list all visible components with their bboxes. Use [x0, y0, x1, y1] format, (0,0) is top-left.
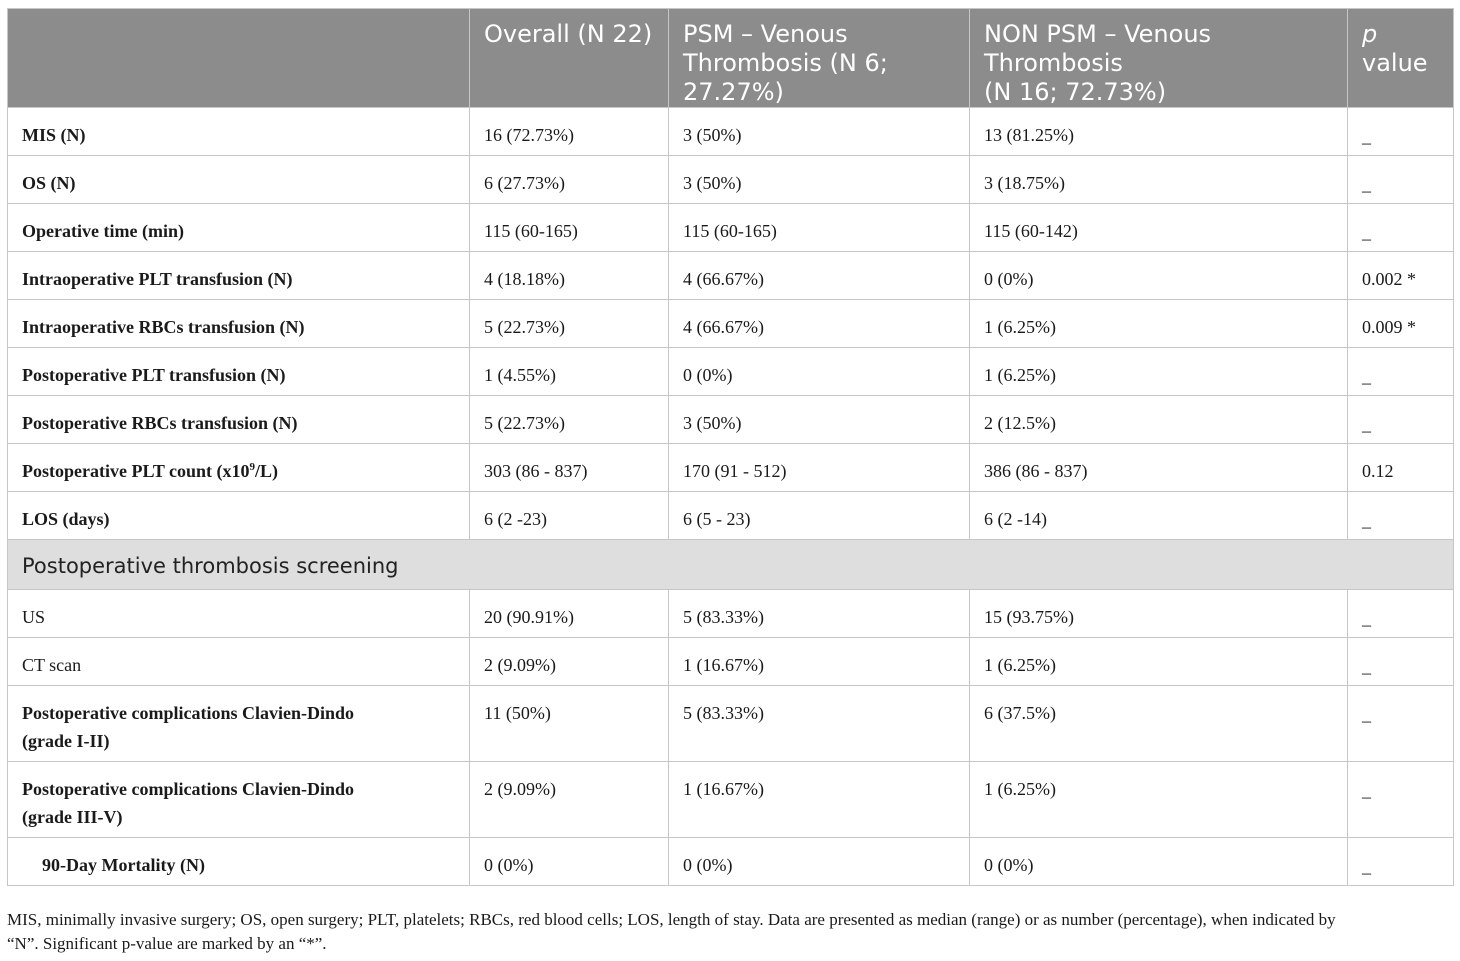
cell-p: 0.12	[1348, 444, 1454, 492]
table-footnote	[7, 908, 1457, 956]
cell-p: _	[1348, 156, 1454, 204]
row-label: Postoperative PLT transfusion (N)	[8, 348, 470, 396]
row-label: CT scan	[8, 638, 470, 686]
header-nonpsm	[970, 9, 1348, 108]
header-nonpsm-line3: (N 16; 72.73%)	[984, 78, 1167, 106]
table-row	[8, 348, 1454, 396]
row-label-sup: 9	[249, 461, 255, 473]
row-label: US	[8, 590, 470, 638]
cell-psm: 3 (50%)	[669, 396, 970, 444]
header-psm	[669, 9, 970, 108]
table-row	[8, 444, 1454, 492]
cell-nonpsm: 1 (6.25%)	[970, 638, 1348, 686]
cell-overall: 6 (27.73%)	[470, 156, 669, 204]
cell-p: _	[1348, 108, 1454, 156]
header-row	[8, 9, 1454, 108]
cell-psm: 3 (50%)	[669, 156, 970, 204]
row-label-line1: Postoperative complications Clavien-Dindo	[22, 703, 354, 723]
table-row	[8, 762, 1454, 838]
cell-psm: 115 (60-165)	[669, 204, 970, 252]
table-row	[8, 396, 1454, 444]
cell-nonpsm: 386 (86 - 837)	[970, 444, 1348, 492]
cell-overall: 20 (90.91%)	[470, 590, 669, 638]
cell-p: _	[1348, 686, 1454, 762]
cell-psm: 4 (66.67%)	[669, 252, 970, 300]
row-label: Operative time (min)	[8, 204, 470, 252]
table-row	[8, 590, 1454, 638]
cell-overall: 11 (50%)	[470, 686, 669, 762]
header-overall: Overall (N 22)	[470, 9, 669, 108]
cell-overall: 4 (18.18%)	[470, 252, 669, 300]
cell-nonpsm: 3 (18.75%)	[970, 156, 1348, 204]
cell-nonpsm: 13 (81.25%)	[970, 108, 1348, 156]
row-label-pre: Postoperative PLT count (x10	[22, 461, 250, 481]
cell-p: 0.002 *	[1348, 252, 1454, 300]
table-row	[8, 252, 1454, 300]
row-label: OS (N)	[8, 156, 470, 204]
row-label: LOS (days)	[8, 492, 470, 540]
cell-nonpsm: 0 (0%)	[970, 838, 1348, 886]
header-p-letter: p	[1362, 20, 1378, 48]
cell-nonpsm: 1 (6.25%)	[970, 762, 1348, 838]
table-row	[8, 638, 1454, 686]
cell-nonpsm: 6 (2 -14)	[970, 492, 1348, 540]
cell-psm: 6 (5 - 23)	[669, 492, 970, 540]
cell-psm: 1 (16.67%)	[669, 638, 970, 686]
row-label-line2: (grade III-V)	[22, 807, 123, 827]
header-psm-line1: PSM – Venous	[683, 20, 848, 48]
row-label: Intraoperative PLT transfusion (N)	[8, 252, 470, 300]
cell-nonpsm: 0 (0%)	[970, 252, 1348, 300]
cell-p: 0.009 *	[1348, 300, 1454, 348]
row-label-line2: (grade I-II)	[22, 731, 110, 751]
cell-nonpsm: 1 (6.25%)	[970, 348, 1348, 396]
row-label-line1: Postoperative complications Clavien-Dindo	[22, 779, 354, 799]
cell-psm: 5 (83.33%)	[669, 686, 970, 762]
cell-overall: 16 (72.73%)	[470, 108, 669, 156]
cell-psm: 5 (83.33%)	[669, 590, 970, 638]
header-p-value	[1348, 9, 1454, 108]
table-row	[8, 108, 1454, 156]
row-label: 90-Day Mortality (N)	[8, 838, 470, 886]
header-psm-line2: Thrombosis (N 6;	[683, 49, 888, 77]
table-row	[8, 838, 1454, 886]
cell-p: _	[1348, 838, 1454, 886]
cell-overall: 6 (2 -23)	[470, 492, 669, 540]
table-row	[8, 300, 1454, 348]
row-label: Postoperative RBCs transfusion (N)	[8, 396, 470, 444]
cell-psm: 1 (16.67%)	[669, 762, 970, 838]
cell-overall: 2 (9.09%)	[470, 762, 669, 838]
cell-p: _	[1348, 204, 1454, 252]
cell-psm: 0 (0%)	[669, 838, 970, 886]
header-empty	[8, 9, 470, 108]
row-label-post: /L)	[255, 461, 279, 481]
section-header-row	[8, 540, 1454, 590]
row-label	[8, 762, 470, 838]
cell-nonpsm: 115 (60-142)	[970, 204, 1348, 252]
cell-nonpsm: 15 (93.75%)	[970, 590, 1348, 638]
cell-overall: 5 (22.73%)	[470, 300, 669, 348]
results-table	[7, 8, 1454, 886]
cell-p: _	[1348, 348, 1454, 396]
cell-psm: 4 (66.67%)	[669, 300, 970, 348]
table-row	[8, 686, 1454, 762]
header-p-word: value	[1362, 49, 1428, 77]
cell-p: _	[1348, 590, 1454, 638]
row-label	[8, 686, 470, 762]
table-row	[8, 156, 1454, 204]
cell-psm: 170 (91 - 512)	[669, 444, 970, 492]
cell-overall: 5 (22.73%)	[470, 396, 669, 444]
table-row	[8, 492, 1454, 540]
cell-overall: 303 (86 - 837)	[470, 444, 669, 492]
cell-overall: 2 (9.09%)	[470, 638, 669, 686]
footnote-line2: “N”. Significant p-value are marked by an “*”.	[7, 934, 327, 953]
header-nonpsm-line1: NON PSM – Venous	[984, 20, 1212, 48]
cell-overall: 115 (60-165)	[470, 204, 669, 252]
results-table-container	[7, 8, 1453, 886]
cell-p: _	[1348, 396, 1454, 444]
header-nonpsm-line2: Thrombosis	[984, 49, 1123, 77]
cell-nonpsm: 6 (37.5%)	[970, 686, 1348, 762]
cell-p: _	[1348, 762, 1454, 838]
cell-overall: 0 (0%)	[470, 838, 669, 886]
cell-overall: 1 (4.55%)	[470, 348, 669, 396]
cell-psm: 3 (50%)	[669, 108, 970, 156]
cell-psm: 0 (0%)	[669, 348, 970, 396]
row-label: Intraoperative RBCs transfusion (N)	[8, 300, 470, 348]
cell-nonpsm: 2 (12.5%)	[970, 396, 1348, 444]
table-row	[8, 204, 1454, 252]
row-label: MIS (N)	[8, 108, 470, 156]
cell-p: _	[1348, 492, 1454, 540]
cell-p: _	[1348, 638, 1454, 686]
section-title: Postoperative thrombosis screening	[8, 540, 1454, 590]
header-psm-line3: 27.27%)	[683, 78, 784, 106]
row-label	[8, 444, 470, 492]
footnote-line1: MIS, minimally invasive surgery; OS, open surgery; PLT, platelets; RBCs, red blood cells; LOS, length of stay. Data are presented as median (range) or as number (percentage), when indicated by	[7, 910, 1336, 929]
cell-nonpsm: 1 (6.25%)	[970, 300, 1348, 348]
